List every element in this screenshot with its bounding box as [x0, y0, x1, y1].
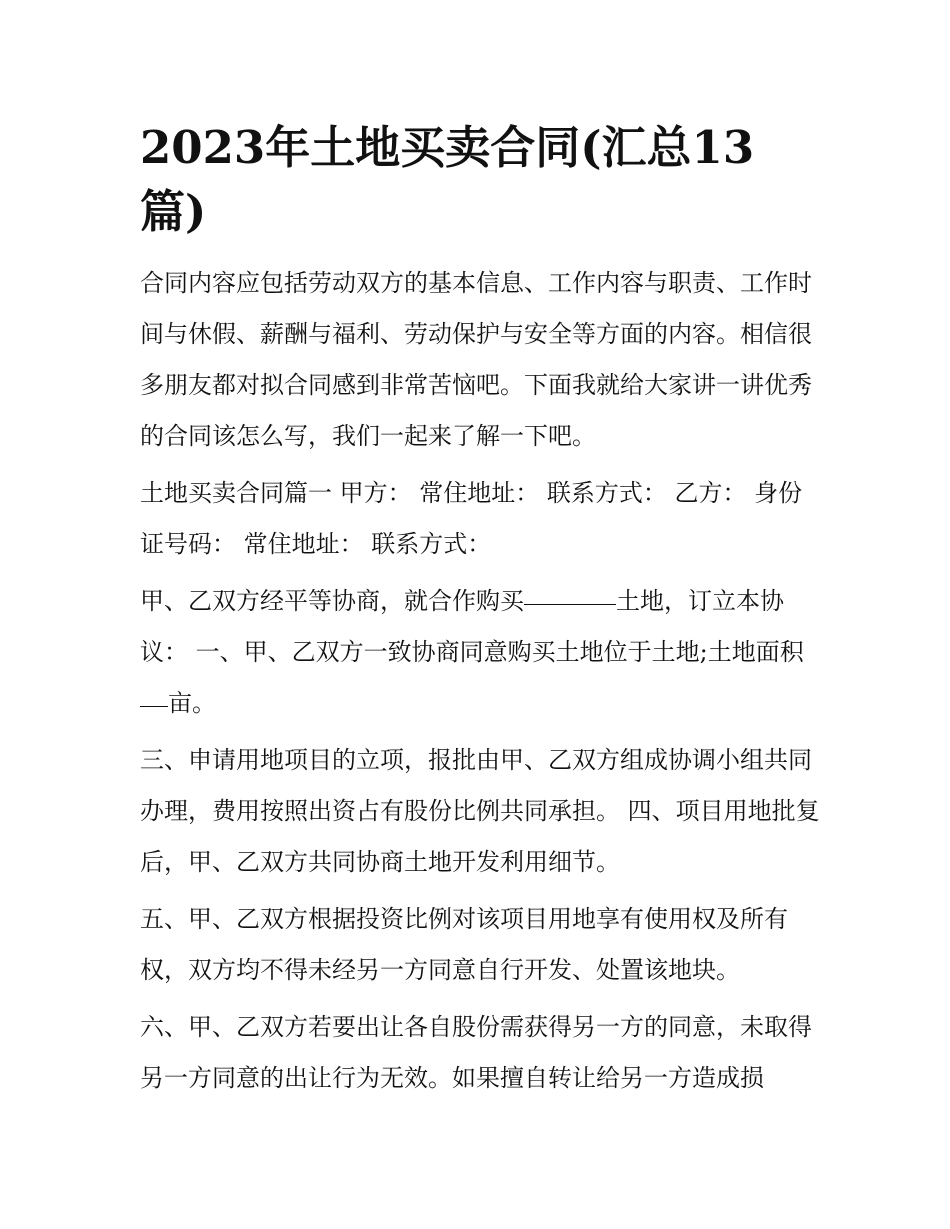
- land-name-blank: [524, 580, 616, 605]
- parties-paragraph: 土地买卖合同篇一 甲方： 常住地址： 联系方式： 乙方： 身份证号码： 常住地址： 联系方式：: [140, 479, 803, 558]
- purchase-text-part-2: 土地，订立本协议： 一、甲、乙双方一致协商同意购买土地位于土地;土地面积: [140, 587, 804, 666]
- clause-six-paragraph: 六、甲、乙双方若要出让各自股份需获得另一方的同意，未取得另一方同意的出让行为无效。如果擅自转让给另一方造成损: [140, 1013, 812, 1092]
- clause-three-four-paragraph: 三、申请用地项目的立项，报批由甲、乙双方组成协调小组共同办理，费用按照出资占有股份比例共同承担。 四、项目用地批复后，甲、乙双方共同协商土地开发利用细节。: [140, 746, 820, 876]
- document-title: 2023年土地买卖合同(汇总13篇): [140, 121, 755, 238]
- purchase-paragraph: [140, 576, 820, 729]
- purchase-text-part-1: 甲、乙双方经平等协商，就合作购买: [140, 587, 524, 615]
- clause-five-paragraph: 五、甲、乙双方根据投资比例对该项目用地享有使用权及所有权，双方均不得未经另一方同意自行开发、处置该地块。: [140, 905, 788, 984]
- intro-paragraph: 合同内容应包括劳动双方的基本信息、工作内容与职责、工作时间与休假、薪酬与福利、劳动保护与安全等方面的内容。相信很多朋友都对拟合同感到非常苦恼吧。下面我就给大家讲一讲优秀的合同该怎么写，我们一起来了解一下吧。: [140, 269, 812, 450]
- purchase-text-part-3: 亩。: [168, 689, 216, 717]
- land-area-blank: [140, 682, 168, 707]
- document-body: [140, 116, 820, 1110]
